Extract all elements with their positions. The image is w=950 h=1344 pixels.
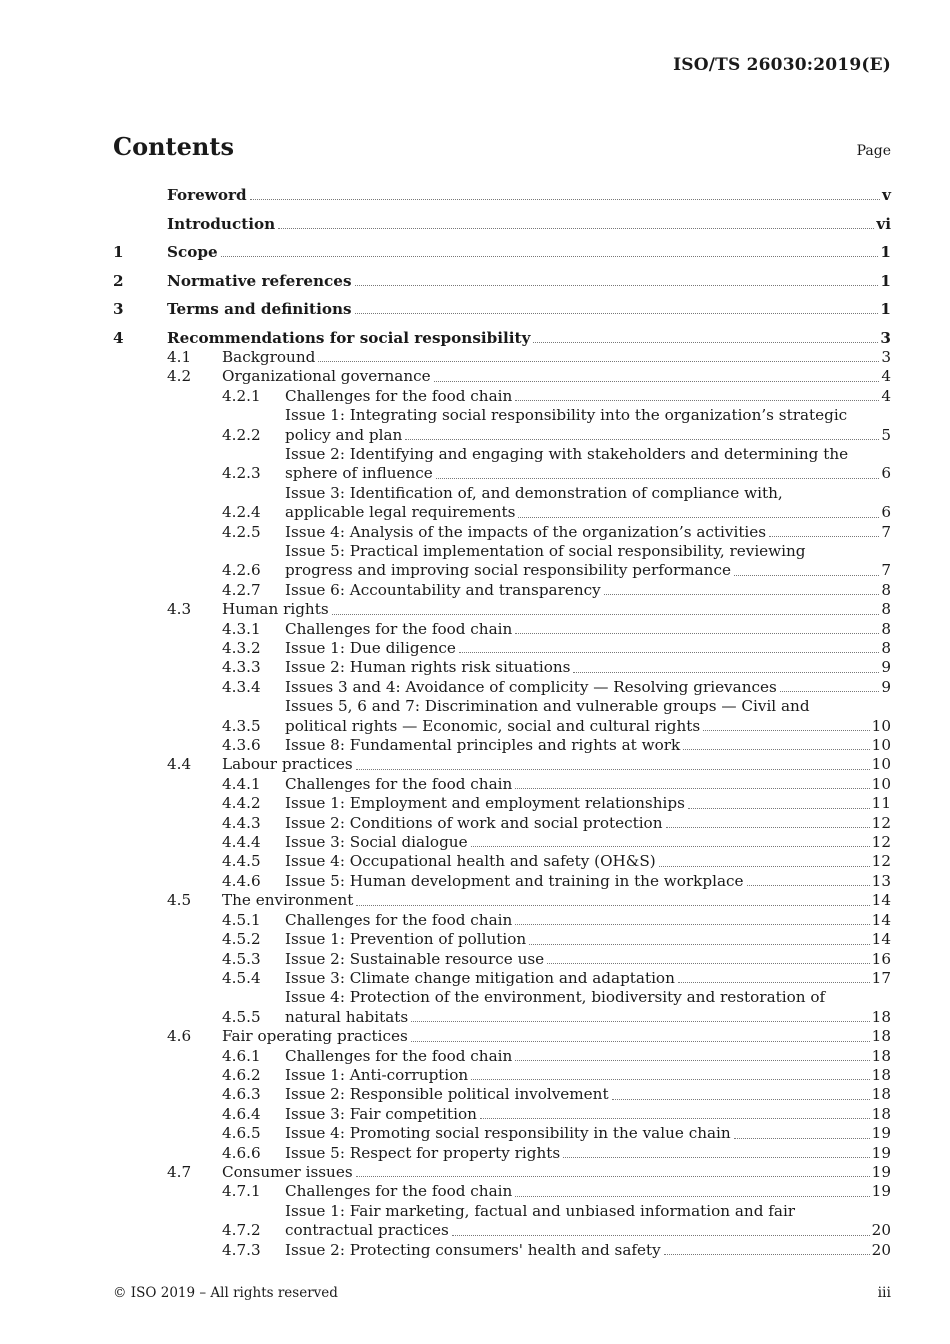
toc-entry-number: 4.3.5 [222,716,261,735]
toc-entry[interactable] [113,736,891,755]
toc-entry[interactable] [113,988,891,1027]
toc-entry-number: 4.5 [167,891,192,910]
toc-entry[interactable] [113,950,891,969]
toc-entry-page: 8 [881,639,891,657]
dot-leader [659,866,870,867]
toc-entry-number: 4.5.3 [222,949,261,968]
toc-entry[interactable] [113,833,891,852]
toc-entry[interactable] [113,639,891,658]
toc-entry[interactable] [113,1105,891,1124]
toc-entry-title: sphere of influence [285,464,433,483]
toc-entry-number: 4.2.3 [222,464,261,483]
toc-entry-page: 6 [881,503,891,522]
toc-entry-page: 7 [881,561,891,580]
toc-entry-title: Issue 1: Integrating social responsibility into the organization’s strategic [285,406,848,425]
toc-entry-title: Issue 2: Sustainable resource use [285,949,545,968]
table-of-contents [113,186,891,1260]
toc-entry-page: 19 [871,1143,891,1162]
dot-leader [678,982,870,983]
toc-entry-title: Issue 1: Anti-corruption [285,1065,469,1084]
toc-entry[interactable] [113,445,891,484]
toc-entry-title: Issue 2: Responsible political involvement [285,1085,609,1104]
toc-entry-page: 18 [871,1046,891,1065]
toc-entry-page: 18 [871,1085,891,1104]
toc-entry[interactable] [113,1163,891,1182]
toc-entry-page: 5 [881,425,891,444]
dot-leader [734,1138,870,1139]
toc-entry-number: 4 [113,328,124,347]
toc-entry-page: 1 [880,300,891,318]
toc-entry-number: 4.3.3 [222,658,261,677]
toc-entry-page: 18 [871,1007,891,1026]
dot-leader [664,1254,870,1255]
toc-entry-page: 19 [871,1182,891,1201]
toc-entry[interactable] [113,814,891,833]
toc-entry-number: 4.2.4 [222,503,261,522]
dot-leader [278,228,874,229]
copyright-notice: © ISO 2019 – All rights reserved [113,1285,338,1301]
dot-leader [604,594,880,595]
toc-entry-title: Issue 2: Conditions of work and social protection [285,813,663,832]
toc-entry-title: Issue 4: Promoting social responsibility in the value chain [285,1124,731,1143]
dot-leader [405,439,879,440]
toc-entry-number: 4.4.1 [222,774,261,793]
toc-entry-title: Issue 2: Protecting consumers' health and safety [285,1240,661,1259]
toc-entry[interactable] [113,1027,891,1046]
toc-entry-page: 13 [871,871,891,890]
toc-entry-page: 16 [871,949,891,968]
dot-leader [688,808,870,809]
toc-entry-number: 4.6.4 [222,1104,261,1123]
dot-leader [515,633,879,634]
dot-leader [471,1079,869,1080]
toc-entry-title: Introduction [167,214,276,233]
toc-entry-number: 4.4 [167,755,192,774]
toc-entry[interactable] [113,852,891,871]
toc-entry-page: 6 [881,464,891,483]
toc-entry-page: 1 [880,243,891,261]
dot-leader [515,924,869,925]
toc-entry-title: Issue 6: Accountability and transparency [285,580,601,599]
toc-entry-page: 8 [881,600,891,619]
toc-entry-number: 1 [113,243,124,261]
document-id: ISO/TS 26030:2019(E) [673,55,891,75]
toc-entry[interactable] [113,1047,891,1066]
toc-entry-number: 4.5.2 [222,930,261,949]
toc-entry-title: Challenges for the food chain [285,1182,513,1201]
toc-entry-page: 9 [881,658,891,677]
toc-entry-page: 8 [881,619,891,638]
dot-leader [515,788,869,789]
dot-leader [356,905,869,906]
toc-entry-page: 1 [880,271,891,290]
toc-entry-number: 4.4.3 [222,813,261,832]
toc-entry-number: 4.6.1 [222,1046,261,1065]
toc-entry-page: 9 [881,677,891,696]
dot-leader [411,1041,870,1042]
toc-entry[interactable] [113,1182,891,1201]
toc-entry-page: 7 [881,522,891,541]
toc-entry-title: Recommendations for social responsibility [167,328,531,347]
toc-entry-number: 4.1 [167,347,192,366]
toc-entry-page: 12 [871,852,891,871]
toc-entry-page: 18 [871,1065,891,1084]
toc-entry-page: 18 [871,1104,891,1123]
dot-leader [356,1176,870,1177]
dot-leader [666,827,870,828]
dot-leader [683,749,869,750]
toc-entry-title: Issue 8: Fundamental principles and rights at work [285,736,681,755]
dot-leader [734,575,879,576]
toc-entry-title: Issue 2: Identifying and engaging with stakeholders and determining the [285,444,849,463]
dot-leader [573,672,879,673]
footer-page-number: iii [877,1285,891,1301]
toc-entry-title: Issue 5: Practical implementation of social responsibility, reviewing [285,541,806,560]
toc-entry-title: Issue 4: Protection of the environment, biodiversity and restoration of [285,988,826,1007]
toc-entry-number: 4.6.5 [222,1124,261,1143]
dot-leader [769,536,879,537]
dot-leader [434,381,880,382]
toc-entry[interactable] [113,523,891,542]
toc-entry-page: 4 [881,386,891,405]
toc-entry[interactable] [113,930,891,949]
dot-leader [221,256,879,257]
toc-entry-page: 10 [871,736,891,755]
toc-entry-page: 14 [871,930,891,949]
toc-entry-page: 8 [881,580,891,599]
toc-entry-title: Human rights [222,600,329,619]
toc-entry-title: Issues 5, 6 and 7: Discrimination and vulnerable groups — Civil and [285,697,810,716]
toc-entry-title: Challenges for the food chain [285,1046,513,1065]
toc-entry[interactable] [113,215,891,234]
toc-entry-page: v [882,186,891,204]
toc-entry-title: The environment [222,891,354,910]
toc-entry[interactable] [113,775,891,794]
toc-entry-title: contractual practices [285,1221,449,1240]
toc-entry-number: 4.3.4 [222,677,261,696]
toc-entry[interactable] [113,272,891,291]
toc-entry-page: 12 [871,813,891,832]
dot-leader [355,313,879,314]
toc-entry-number: 3 [113,300,124,318]
toc-entry-title: applicable legal requirements [285,503,516,522]
toc-entry-number: 4.7 [167,1162,192,1181]
toc-entry-page: 12 [871,833,891,852]
toc-entry[interactable] [113,755,891,774]
toc-entry-page: 3 [880,328,891,347]
dot-leader [518,517,879,518]
toc-entry-title: Issue 3: Fair competition [285,1104,477,1123]
toc-entry-number: 4.5.4 [222,968,261,987]
dot-leader [547,963,870,964]
toc-entry-title: Issue 1: Prevention of pollution [285,930,527,949]
dot-leader [563,1157,870,1158]
toc-entry-title: Issue 3: Climate change mitigation and adaptation [285,968,675,987]
toc-entry-page: 20 [871,1240,891,1259]
toc-entry-page: 17 [871,968,891,987]
toc-entry-title: policy and plan [285,425,403,444]
toc-entry[interactable] [113,1124,891,1143]
dot-leader [411,1021,869,1022]
dot-leader [515,1196,869,1197]
toc-entry[interactable] [113,1066,891,1085]
dot-leader [355,285,879,286]
toc-entry-number: 4.4.6 [222,871,261,890]
toc-entry-title: Consumer issues [222,1162,353,1181]
toc-entry[interactable] [113,794,891,813]
toc-entry[interactable] [113,1202,891,1241]
toc-entry[interactable] [113,1144,891,1163]
toc-entry[interactable] [113,1085,891,1104]
toc-entry-title: Issue 3: Social dialogue [285,833,468,852]
toc-entry-number: 4.2 [167,367,192,386]
toc-entry-title: progress and improving social responsibility performance [285,561,731,580]
toc-entry-title: political rights — Economic, social and cultural rights [285,716,701,735]
toc-entry-page: 14 [871,910,891,929]
dot-leader [515,400,879,401]
dot-leader [515,1060,869,1061]
toc-entry-page: 19 [871,1124,891,1143]
toc-entry-number: 4.7.2 [222,1221,261,1240]
toc-entry[interactable] [113,243,891,262]
toc-entry[interactable] [113,367,891,386]
page-title: Contents [113,132,234,161]
toc-entry-title: Labour practices [222,755,353,774]
toc-entry-page: vi [876,214,891,233]
toc-entry[interactable] [113,911,891,930]
toc-entry-number: 4.7.3 [222,1240,261,1259]
toc-entry-number: 4.3.1 [222,619,261,638]
toc-entry-number: 4.5.5 [222,1007,261,1026]
toc-entry[interactable] [113,600,891,619]
toc-entry-number: 4.2.2 [222,425,261,444]
toc-entry[interactable] [113,484,891,523]
toc-entry-title: Issues 3 and 4: Avoidance of complicity — Resolving grievances [285,677,777,696]
toc-entry-page: 14 [871,891,891,910]
dot-leader [459,652,879,653]
toc-entry-number: 4.7.1 [222,1182,261,1201]
toc-entry-number: 4.6.2 [222,1065,261,1084]
toc-entry-title: Normative references [167,271,352,290]
dot-leader [480,1118,870,1119]
toc-entry[interactable] [113,697,891,736]
toc-entry-number: 2 [113,271,124,290]
toc-entry-title: Issue 2: Human rights risk situations [285,658,571,677]
toc-entry-number: 4.2.6 [222,561,261,580]
toc-entry-number: 4.6.6 [222,1143,261,1162]
toc-entry-title: Issue 1: Fair marketing, factual and unbiased information and fair [285,1201,796,1220]
toc-entry-title: Issue 1: Due diligence [285,639,456,657]
toc-entry-title: Challenges for the food chain [285,619,513,638]
toc-entry-title: Foreword [167,186,247,204]
toc-entry-number: 4.3 [167,600,192,619]
dot-leader [356,769,870,770]
toc-entry-title: Issue 4: Analysis of the impacts of the organization’s activities [285,522,767,541]
toc-entry[interactable] [113,620,891,639]
toc-entry[interactable] [113,581,891,600]
toc-entry[interactable] [113,658,891,677]
toc-entry[interactable] [113,300,891,319]
toc-entry[interactable] [113,186,891,205]
toc-entry-number: 4.3.6 [222,736,261,755]
toc-entry[interactable] [113,387,891,406]
toc-entry-title: natural habitats [285,1007,409,1026]
toc-entry-title: Challenges for the food chain [285,910,513,929]
toc-entry-title: Organizational governance [222,367,431,386]
toc-entry-title: Issue 5: Human development and training in the workplace [285,871,744,890]
dot-leader [436,478,880,479]
toc-entry-number: 4.6 [167,1027,192,1046]
toc-entry-title: Background [222,347,316,366]
toc-entry-number: 4.4.4 [222,833,261,852]
toc-entry-title: Challenges for the food chain [285,386,513,405]
toc-entry-page: 11 [871,794,891,813]
toc-entry[interactable] [113,891,891,910]
toc-entry-title: Issue 4: Occupational health and safety (OH&S) [285,852,656,871]
toc-entry-number: 4.4.5 [222,852,261,871]
toc-entry[interactable] [113,542,891,581]
toc-entry[interactable] [113,406,891,445]
dot-leader [533,342,878,343]
toc-entry-page: 10 [871,755,891,774]
toc-entry-title: Fair operating practices [222,1027,408,1046]
toc-entry-number: 4.2.7 [222,580,261,599]
toc-entry-page: 3 [881,347,891,366]
toc-entry[interactable] [113,969,891,988]
dot-leader [332,614,880,615]
toc-entry-page: 18 [871,1027,891,1046]
dot-leader [471,846,870,847]
toc-entry[interactable] [113,348,891,367]
toc-entry-page: 10 [871,716,891,735]
dot-leader [452,1235,870,1236]
dot-leader [612,1099,870,1100]
dot-leader [780,691,880,692]
toc-entry[interactable] [113,872,891,891]
toc-entry-title: Challenges for the food chain [285,774,513,793]
toc-entry-page: 20 [871,1221,891,1240]
dot-leader [250,199,881,200]
page-column-label: Page [856,143,891,159]
toc-entry-title: Terms and definitions [167,300,352,318]
toc-entry[interactable] [113,1241,891,1260]
dot-leader [318,361,879,362]
toc-entry[interactable] [113,678,891,697]
dot-leader [747,885,870,886]
toc-entry-page: 4 [881,367,891,386]
toc-entry-title: Issue 1: Employment and employment relationships [285,794,685,813]
toc-entry-number: 4.6.3 [222,1085,261,1104]
toc-entry-page: 10 [871,774,891,793]
toc-entry-number: 4.5.1 [222,910,261,929]
toc-entry-title: Issue 3: Identification of, and demonstration of compliance with, [285,483,783,502]
toc-entry-number: 4.3.2 [222,639,261,657]
toc-entry-page: 19 [871,1162,891,1181]
toc-entry-title: Scope [167,243,218,261]
toc-entry-title: Issue 5: Respect for property rights [285,1143,561,1162]
dot-leader [529,944,870,945]
dot-leader [703,730,869,731]
toc-entry-number: 4.2.1 [222,386,261,405]
toc-entry-number: 4.2.5 [222,522,261,541]
toc-entry-number: 4.4.2 [222,794,261,813]
toc-entry[interactable] [113,329,891,348]
